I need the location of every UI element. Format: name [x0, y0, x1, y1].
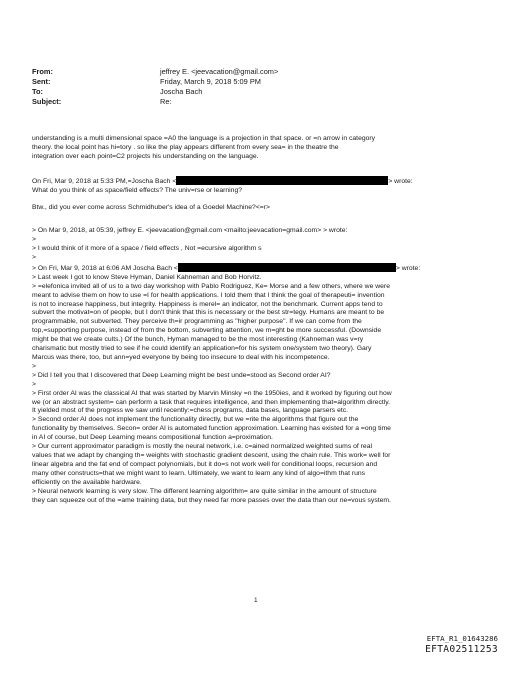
quoted-line: programmable, not subverted. They perceive th=ir programming as "higher purpose". If we can come from the [32, 318, 362, 326]
quote-marker: > [32, 380, 36, 388]
quoted-line: charismatic but mostly tried to see if he could identify an application=for his system one/system two theory). Gary [32, 345, 372, 353]
quoted-line: is not to increase happiness, but integrity. Happiness is merel= an indicator, not the benchmark. Current apps tend to [32, 300, 383, 308]
body-line: What do you think of as space/field effects? The univ=rse or learning? [32, 186, 243, 194]
quoted-line: meant to advise them on how to use =I for health applications. I told them that I think the goal of therapeuti= invention [32, 291, 385, 299]
sent-value: Friday, March 9, 2018 5:09 PM [160, 77, 261, 86]
quoted-line: > =elefonica invited all of us to a two day workshop with Pablo Rodriguez, Ke= Morse and a few others, where we were [32, 282, 390, 290]
bates-number-large: EFTA02511253 [425, 644, 498, 655]
page-number: 1 [254, 597, 258, 604]
body-line: Btw., did you ever come across Schmidhuber's idea of a Goedel Machine?<=r> [32, 204, 270, 212]
redaction-block [178, 263, 396, 272]
from-label: From: [32, 67, 53, 76]
quoted-line: subvert the motivat=on of people, but I don't think that this is necessary or the best str=tegy. Humans are meant to be [32, 309, 385, 317]
subject-row [32, 97, 278, 107]
attribution-start: On Fri, Mar 9, 2018 at 5:33 PM,=Joscha Bach < [32, 177, 177, 185]
body-line: theory. the local point has hi=tory . so like the play appears different from every sea= in the theatre the [32, 143, 339, 151]
quoted-line: Marcus was there, too, but ann=yed everyone by being too insecure to deal with his incompetence. [32, 354, 330, 362]
quoted-line: > Our current approximator paradigm is mostly the neural network, i.e. c=ained normalized weighted sums of real [32, 443, 373, 451]
quoted-line: might be that we create cults.) Of the bunch, Hyman managed to be the most interesting (Kahneman was v=ry [32, 336, 364, 344]
from-row [32, 67, 278, 77]
to-value: Joscha Bach [160, 87, 203, 96]
quote-marker: > [32, 362, 36, 370]
bates-number-small: EFTA_R1_01643286 [426, 634, 498, 643]
quote-marker: > [32, 236, 36, 244]
reply-attribution [32, 176, 487, 187]
quoted-line: > Neural network learning is very slow. The different learning algorithm= are quite similar in the amount of structure [32, 487, 377, 495]
quoted-line: > Did I tell you that I discovered that Deep Learning might be best unde=stood as Second order AI? [32, 371, 331, 379]
quoted-attribution [32, 263, 487, 274]
to-row [32, 87, 278, 97]
quoted-line: efficiently on the available hardware. [32, 478, 142, 486]
email-header [32, 67, 278, 107]
quoted-line: functionality by themselves. Secon= order AI is automated function approximation. Learning has existed for a =ong time [32, 425, 391, 433]
attribution-end: > wrote: [395, 264, 421, 272]
quoted-line: It yielded most of the progress we saw until recently:=chess programs, data bases, language parsers etc. [32, 407, 349, 415]
quoted-line: > I would think of it more of a space / field effects , Not =ecursive algorithm s [32, 245, 262, 253]
body-line: integration over each point=C2 projects his understanding on the language. [32, 152, 259, 160]
subject-value: Re: [160, 97, 172, 106]
quoted-line: linear algebra and the fat end of compact polynomials, but it do=s not work well for conditional loops, recursion and [32, 460, 378, 468]
quoted-line: we (or an abstract system= can perform a task that requires intelligence, and then implementing that=algorithm directly. [32, 398, 391, 406]
quoted-line: > Last week I got to know Steve Hyman, Daniel Kahneman and Bob Horvitz. [32, 273, 262, 281]
sent-label: Sent: [32, 77, 51, 86]
body-line: understanding is a multi dimensional space =A0 the language is a projection in that space. or =n arrow in category [32, 135, 376, 142]
subject-label: Subject: [32, 97, 62, 106]
quoted-line: > First order AI was the classical AI that was started by Marvin Minsky =n the 1950ies, and it worked by figuring out how [32, 389, 392, 397]
quoted-attribution: > On Mar 9, 2018, at 05:39, jeffrey E. <jeevacation@gmail.com <mailto:jeevacation=gmail.com> > wrote: [32, 227, 348, 235]
attribution-start: > On Fri, Mar 9, 2018 at 6:06 AM Joscha Bach < [32, 264, 178, 272]
quote-marker: > [32, 254, 36, 262]
quoted-line: they can squeeze out of the =ame training data, but they need far more passes over the data than our ne=vous system. [32, 496, 391, 504]
attribution-end: > wrote: [388, 177, 413, 185]
from-value: jeffrey E. <jeevacation@gmail.com> [160, 67, 279, 76]
quoted-line: top,=supporting purpose, instead of from the bottom, subverting attention, we m=ght be more successful. (Downside [32, 327, 382, 335]
bates-footer [425, 634, 498, 656]
quoted-line: > Second order AI does not implement the functionality directly, but we =rite the algorithms that figure out the [32, 416, 359, 424]
quoted-line: in AI of course, but Deep Learning means compositional function a=proximation. [32, 434, 273, 442]
email-body [32, 135, 487, 505]
quoted-line: values that we adapt by changing th= weights with stochastic gradient descent, using the chain rule. This work= well for [32, 451, 391, 459]
redaction-block [176, 176, 388, 185]
quoted-line: many other constructs=that we might want to learn. Ultimately, we want to learn any kind of algo=ithm that runs [32, 469, 366, 477]
to-label: To: [32, 87, 43, 96]
sent-row [32, 77, 278, 87]
